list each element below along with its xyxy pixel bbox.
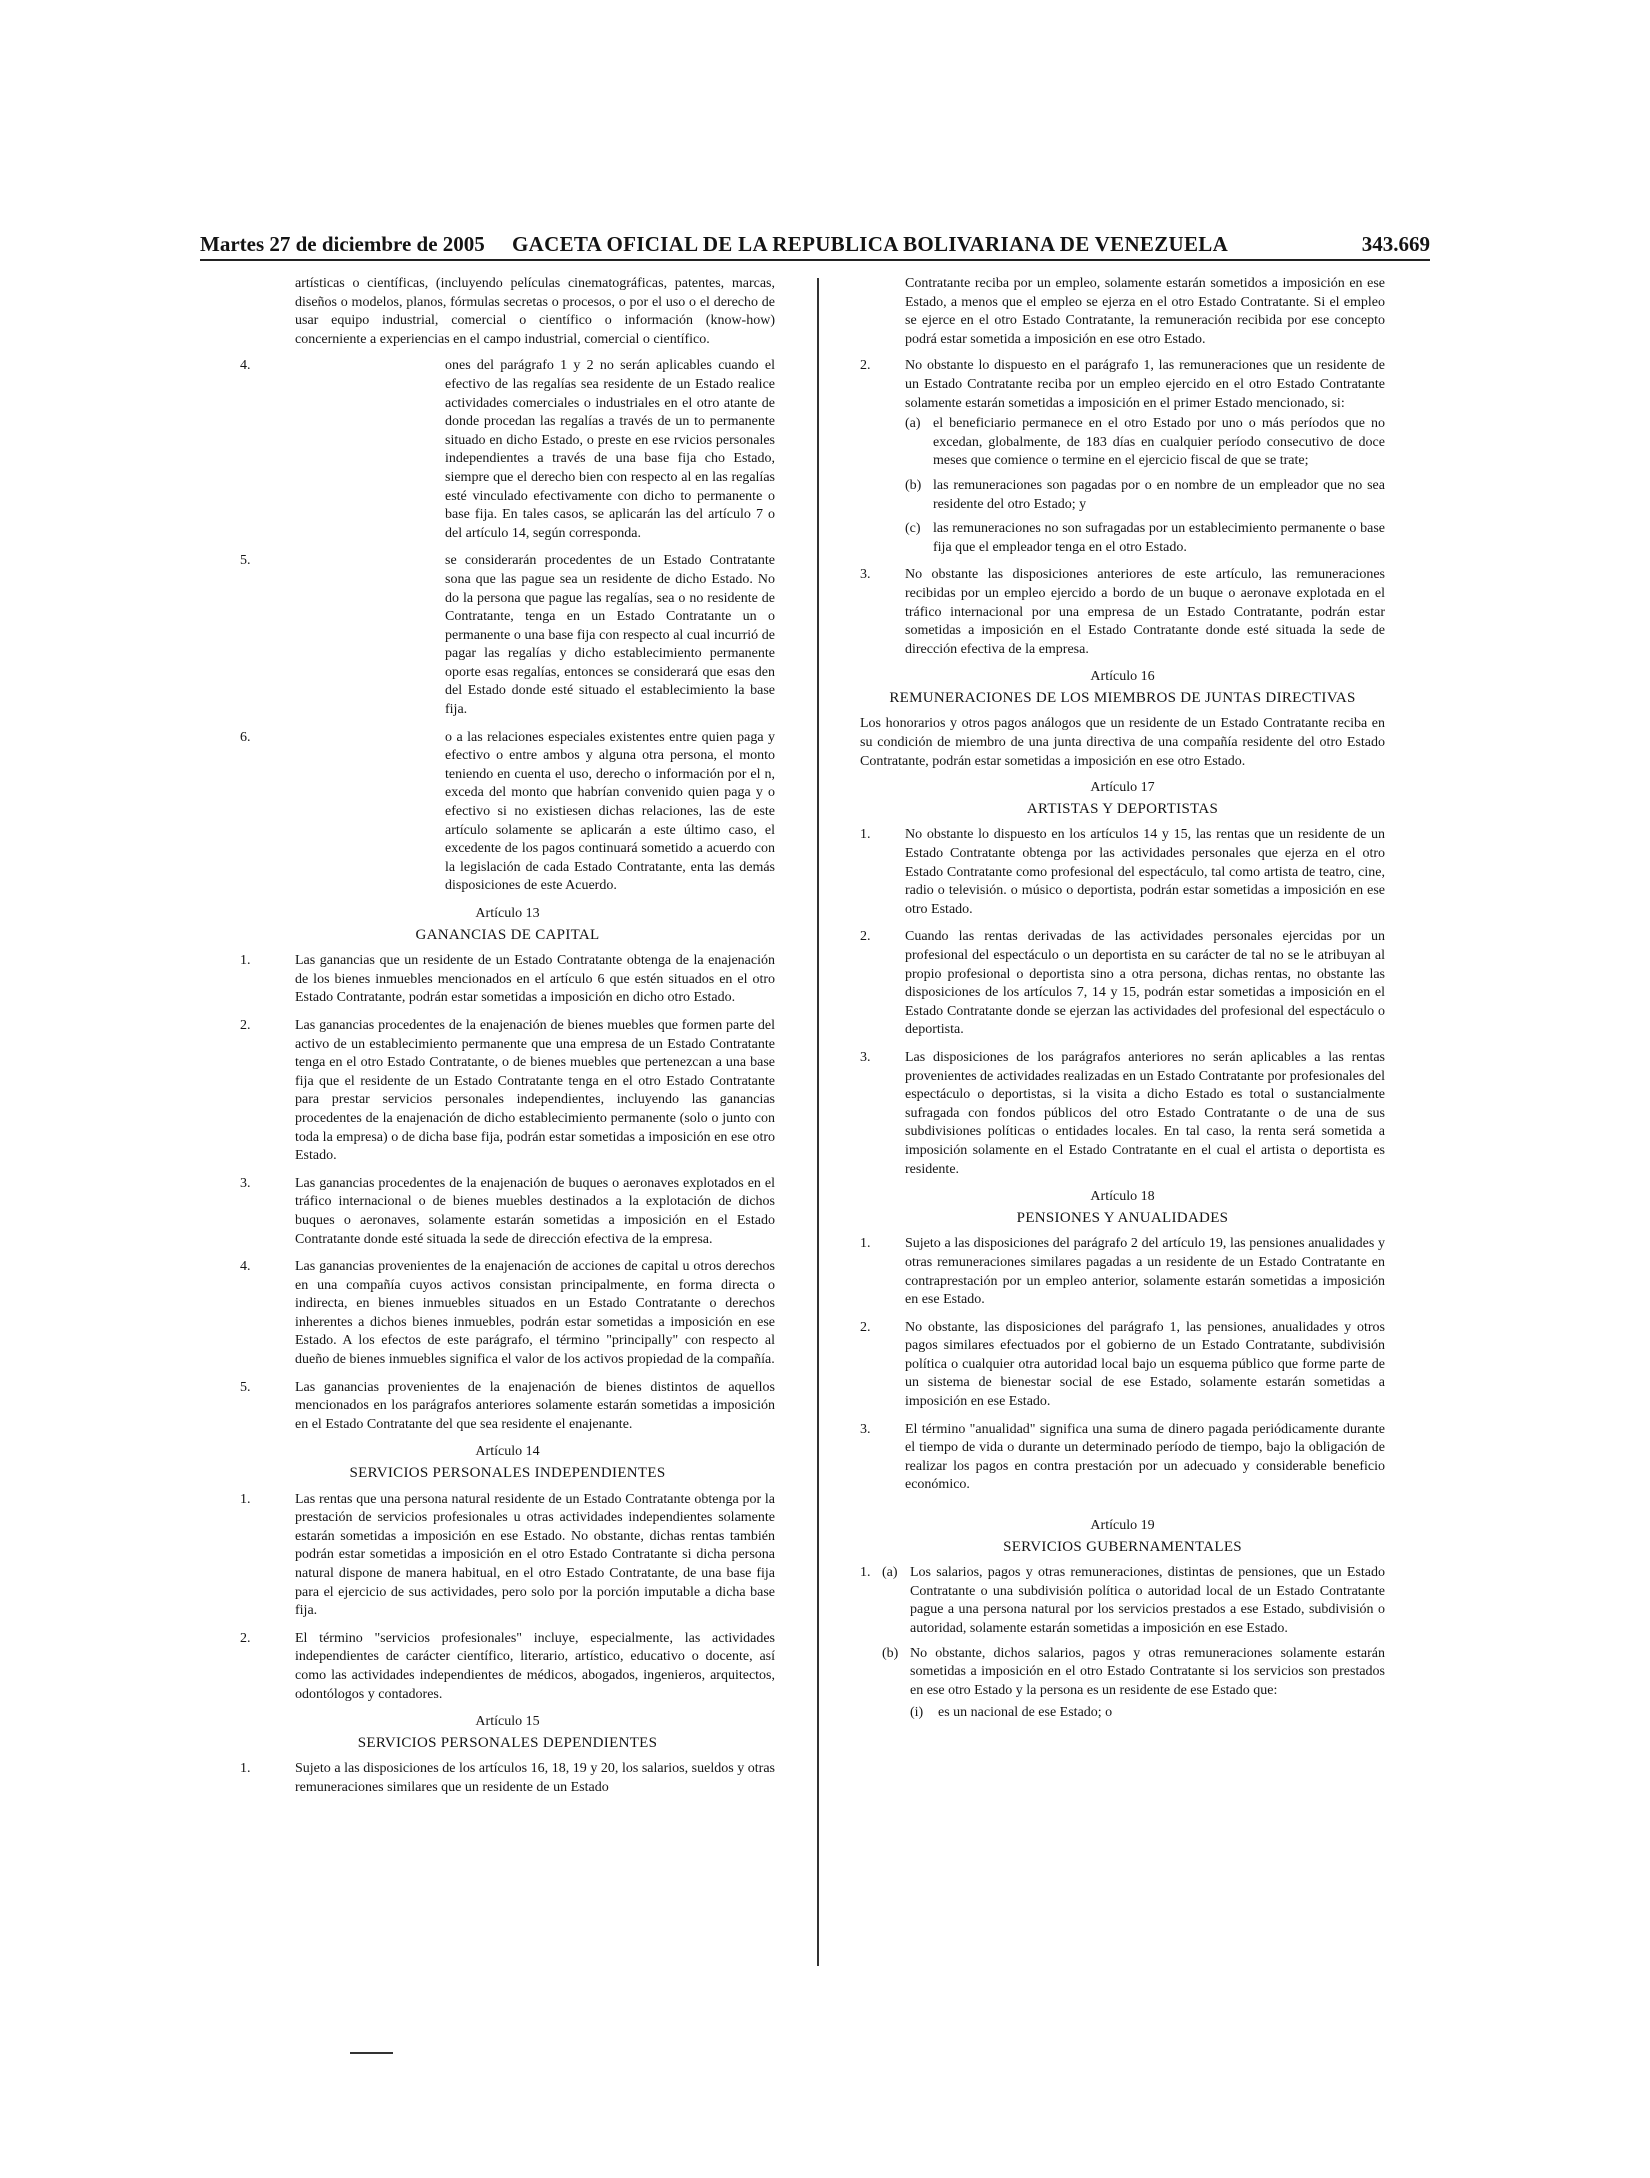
subparagraph-text: No obstante, dichos salarios, pagos y otras remuneraciones solamente estarán sometidas a imposición en el otro Estado Contratante si los servicios son prestados en ese otro Estado y la persona es un residente de ese Estado que:	[910, 1645, 1385, 1698]
subparagraph-label: (a)	[882, 1565, 898, 1581]
paragraph-text: No obstante, las disposiciones del parágrafo 1, las pensiones, anualidades y otros pagos similares efectuados por el gobierno de un Estado Contratante, subdivisión política o cualquier otra autoridad local bajo un esquema público que forme parte de un sistema de bienestar social de ese Estado, solamente estarán sometidas a imposición en ese Estado.	[905, 1319, 1385, 1410]
subparagraph	[905, 415, 1385, 471]
paragraph-number: 1.	[240, 1761, 251, 1777]
article-14-title: SERVICIOS PERSONALES INDEPENDIENTES	[349, 1465, 666, 1482]
paragraph-text: ones del parágrafo 1 y 2 no serán aplicables cuando el efectivo de las regalías sea residente de un Estado realice actividades comerciales o industriales en el otro atante de donde procedan las regalías a través de un to permanente situado en dicho Estado, o preste en ese rvicios personales independientes a través de una base fija cho Estado, siempre que el derecho bien con respecto al en las regalías esté vinculado efectivamente con dicho to permanente o base fija. En tales casos, se aplicarán las del artículo 7 o del artículo 14, según corresponda.	[445, 358, 775, 541]
paragraph-text: Sujeto a las disposiciones del parágrafo 2 del artículo 19, las pensiones anualidades y otras remuneraciones similares pagadas a un residente de un Estado Contratante en contraprestación por un empleo anterior, solamente estarán sometidas a imposición en ese Estado.	[905, 1236, 1385, 1308]
gazette-header	[200, 229, 1430, 261]
paragraph-text: Las rentas que una persona natural residente de un Estado Contratante obtenga por la prestación de servicios profesionales u otras actividades independientes solamente estarán sometidas a imposición en ese Estado. No obstante, dichas rentas también podrán estar sometidas a imposición en el otro Estado Contratante si dicha persona natural dispone de manera habitual, en el otro Estado Contratante, de una base fija para el ejercicio de sus actividades, pero solo por la porción imputable a dicha base fija.	[295, 1491, 775, 1619]
article-18-label: Artículo 18	[1090, 1189, 1155, 1205]
paragraph-text: Las ganancias procedentes de la enajenación de buques o aeronaves explotados en el tráfico internacional o de bienes muebles destinados a la explotación de dichos buques o aeronaves, solamente estarán sometidas a imposición en el Estado Contratante donde esté situada la sede de dirección efectiva de la empresa.	[295, 1175, 775, 1247]
subparagraph-text: las remuneraciones son pagadas por o en nombre de un empleador que no sea residente del otro Estado; y	[933, 477, 1385, 512]
paragraph-text: Las ganancias procedentes de la enajenación de bienes muebles que formen parte del activo de un establecimiento permanente que una empresa de un Estado Contratante tenga en el otro Estado Contratante, o de bienes muebles que pertenezcan a una base fija que el residente de un Estado Contratante tenga en el otro Estado Contratante para prestar servicios personales independientes, incluyendo las ganancias procedentes de la enajenación de dicho establecimiento permanente (solo o junto con toda la empresa) o de dicha base fija, podrán estar sometidas a imposición en ese otro Estado.	[295, 1017, 775, 1164]
paragraph-number: 3.	[240, 1175, 251, 1191]
paragraph-number: 1.	[860, 1236, 871, 1252]
paragraph-number: 6.	[240, 729, 251, 745]
subparagraph	[882, 1645, 1385, 1723]
sub-subparagraph-text: es un nacional de ese Estado; o	[938, 1705, 1113, 1721]
issue-date: Martes 27 de diciembre de 2005	[200, 232, 485, 256]
paragraph-number: 1.	[240, 1491, 251, 1507]
paragraph-text: o a las relaciones especiales existentes entre quien paga y efectivo o entre ambos y alguna otra persona, el monto teniendo en cuenta el uso, derecho o información por el n, exceda del monto que habrían convenido quien paga y o efectivo si no existiesen dichas relaciones, las de este artículo solamente se aplicarán a este último caso, el excedente de los pagos continuará sometido a acuerdo con la legislación de cada Estado Contratante, enta las demás disposiciones de este Acuerdo.	[445, 729, 775, 894]
page-number: 343.669	[1361, 232, 1430, 256]
paragraph-text: Cuando las rentas derivadas de las actividades personales ejercidas por un profesional del espectáculo o un deportista en su carácter de tal no se le atribuyan al propio profesional o deportista sino a otra persona, dichas rentas, no obstante las disposiciones de los artículos 7, 14 y 15, podrán estar sometidas a imposición en el Estado Contratante donde se ejerzan las actividades del profesional del espectáculo o deportista.	[905, 929, 1385, 1038]
article-17-label: Artículo 17	[1090, 780, 1155, 796]
paragraph-5	[240, 552, 775, 719]
subparagraph	[905, 477, 1385, 514]
art18-paragraph	[860, 1235, 1385, 1309]
art18-paragraph	[860, 1319, 1385, 1412]
article-19-title: SERVICIOS GUBERNAMENTALES	[1003, 1538, 1242, 1555]
paragraph-number: 4.	[240, 1259, 251, 1275]
paragraph-number: 1.	[240, 953, 251, 969]
art15-paragraph	[240, 1760, 775, 1797]
art14-paragraph	[240, 1491, 775, 1621]
paragraph-text: No obstante lo dispuesto en el parágrafo 1, las remuneraciones que un residente de un Estado Contratante reciba por un empleo ejercido en el otro Estado Contratante solamente estarán sometidas a imposición en el primer Estado mencionado, si:	[905, 358, 1385, 411]
art13-paragraph	[240, 1175, 775, 1249]
sub-subparagraph	[910, 1704, 1385, 1723]
footer-rule	[350, 2052, 393, 2054]
paragraph-text: Las disposiciones de los parágrafos anteriores no serán aplicables a las rentas provenientes de actividades realizadas en un Estado Contratante por profesionales del espectáculo o deportistas, si la visita a dicho Estado es total o sustancialmente sufragada con fondos públicos del otro Estado Contratante o de una de sus subdivisiones políticas o entidades locales. En tal caso, la renta será sometida a imposición solamente en el Estado Contratante en el cual el artista o deportista es residente.	[905, 1049, 1385, 1177]
article-16-label: Artículo 16	[1090, 669, 1155, 685]
art13-paragraph	[240, 1379, 775, 1435]
paragraph-number: 2.	[240, 1017, 251, 1033]
paragraph-text: Las ganancias provenientes de la enajenación de acciones de capital u otros derechos en una compañía cuyos activos consistan principalmente, en forma directa o indirecta, en bienes inmuebles situados en un Estado Contratante o derechos inherentes a dichos bienes inmuebles, podrán estar sometidas a imposición en ese Estado. A los efectos de este parágrafo, el término "principally" con respecto al dueño de bienes inmuebles significa el valor de los activos propiedad de la compañía.	[295, 1259, 775, 1368]
subparagraph	[882, 1564, 1385, 1638]
paragraph-text: Sujeto a las disposiciones de los artículos 16, 18, 19 y 20, los salarios, sueldos y otras remuneraciones similares que un residente de un Estado	[295, 1761, 775, 1795]
art13-paragraph	[240, 952, 775, 1008]
paragraph-text: Las ganancias provenientes de la enajenación de bienes distintos de aquellos mencionados en los parágrafos anteriores solamente estarán sometidas a imposición en el Estado Contratante del que sea residente el enajenante.	[295, 1379, 775, 1432]
paragraph-3	[860, 566, 1385, 659]
paragraph-text: Las ganancias que un residente de un Estado Contratante obtenga de la enajenación de los bienes inmuebles mencionados en el artículo 6 que estén situados en el otro Estado Contratante, podrán estar sometidas a imposición en dicho otro Estado.	[295, 953, 775, 1006]
paragraph-number: 2.	[860, 1319, 871, 1335]
art13-paragraph	[240, 1258, 775, 1370]
subparagraph-label: (b)	[882, 1645, 899, 1661]
subparagraph-text: Los salarios, pagos y otras remuneraciones, distintas de pensiones, que un Estado Contratante o una subdivisión política o autoridad local de un Estado Contratante pague a una persona natural por los servicios prestados a ese Estado, subdivisión o autoridad, solamente estarán sometidas a imposición en ese Estado.	[910, 1565, 1385, 1636]
subparagraph-label: (b)	[905, 477, 922, 493]
article-18-title: PENSIONES Y ANUALIDADES	[1016, 1209, 1229, 1226]
column-divider	[817, 278, 819, 1966]
paragraph-number: 5.	[240, 553, 251, 569]
paragraph-number: 2.	[240, 1630, 251, 1646]
article-15-title: SERVICIOS PERSONALES DEPENDIENTES	[357, 1734, 658, 1751]
art19-paragraph	[860, 1564, 1385, 1723]
paragraph-number: 3.	[860, 1049, 871, 1065]
art17-paragraph	[860, 826, 1385, 919]
paragraph-number: 3.	[860, 567, 871, 583]
paragraph-number: 2.	[860, 929, 871, 945]
article-15-label: Artículo 15	[475, 1714, 540, 1730]
article-16-title: REMUNERACIONES DE LOS MIEMBROS DE JUNTAS DIRECTIVAS	[889, 689, 1356, 706]
paragraph-number: 4.	[240, 358, 251, 374]
art18-paragraph	[860, 1421, 1385, 1495]
art13-paragraph	[240, 1017, 775, 1166]
subparagraph-label: (c)	[905, 521, 921, 537]
subparagraph-text: las remuneraciones no son sufragadas por un establecimiento permanente o base fija que el empleador tenga en el otro Estado.	[933, 521, 1385, 555]
sub-subparagraph-label: (i)	[910, 1705, 924, 1721]
paragraph-text: El término "servicios profesionales" incluye, especialmente, las actividades independientes de carácter científico, literario, artístico, educativo o docente, así como las actividades independientes de médicos, abogados, ingenieros, arquitectos, odontólogos y contadores.	[295, 1630, 775, 1702]
subparagraph	[905, 520, 1385, 557]
article-14-label: Artículo 14	[475, 1444, 540, 1460]
continued-paragraph: artísticas o científicas, (incluyendo películas cinematográficas, patentes, marcas, diseños o modelos, planos, fórmulas secretas o procesos, o por el uso o el derecho de usar equipo industrial, comercial o científico o información (know-how) concerniente a experiencias en el campo industrial, comercial o científico.	[295, 276, 775, 347]
paragraph-text: No obstante lo dispuesto en los artículos 14 y 15, las rentas que un residente de un Estado Contratante obtenga por las actividades personales que ejerza en el otro Estado Contratante como profesional del espectáculo, tal como artista de teatro, cine, radio o televisión. o músico o deportista, podrán estar sometidas a imposición en ese otro Estado.	[905, 827, 1385, 917]
paragraph-4	[240, 357, 775, 543]
paragraph-text: No obstante las disposiciones anteriores de este artículo, las remuneraciones recibidas por un empleo ejercido a bordo de un buque o aeronave explotada en el tráfico internacional por una empresa de un Estado Contratante, podrán estar sometidas a imposición en el Estado Contratante donde esté situada la sede de dirección efectiva de la empresa.	[905, 567, 1385, 657]
paragraph-number: 1.	[860, 1565, 871, 1581]
paragraph-number: 1.	[860, 827, 871, 843]
paragraph-number: 3.	[860, 1421, 871, 1437]
article-13-label: Artículo 13	[475, 906, 540, 921]
article-17-title: ARTISTAS Y DEPORTISTAS	[1026, 800, 1219, 817]
article-16-text: Los honorarios y otros pagos análogos que un residente de un Estado Contratante reciba en su condición de miembro de una junta directiva de una compañía residente del otro Estado Contratante, podrán estar sometidas a imposición en ese otro Estado.	[860, 716, 1385, 769]
paragraph-2	[860, 357, 1385, 557]
art14-paragraph	[240, 1630, 775, 1704]
subparagraph-text: el beneficiario permanece en el otro Estado por uno o más períodos que no excedan, globalmente, de 183 días en cualquier período consecutivo de doce meses que comience o termine en el ejercicio fiscal de que se trate;	[933, 416, 1385, 469]
art17-paragraph	[860, 1049, 1385, 1179]
right-column	[860, 275, 1385, 1732]
paragraph-number: 2.	[860, 358, 871, 374]
paragraph-6	[240, 729, 775, 896]
article-19-label: Artículo 19	[1090, 1518, 1155, 1534]
continued-paragraph: Contratante reciba por un empleo, solamente estarán sometidos a imposición en ese Estado, a menos que el empleo se ejerza en el otro Estado Contratante. Si el empleo se ejerce en el otro Estado Contratante, la remuneración recibida por ese concepto podrá estar sometida a imposición en ese otro Estado.	[905, 276, 1385, 347]
paragraph-text: se considerarán procedentes de un Estado Contratante sona que las pague sea un residente de dicho Estado. No do la persona que pague las regalías, sea o no residente de Contratante, tenga en un Estado Contratante un o permanente o una base fija con respecto al cual incurrió de pagar las regalías y dicho establecimiento permanente oporte esas regalías, entonces se considerará que esas den del Estado donde esté situado el establecimiento la base fija.	[445, 553, 775, 718]
paragraph-number: 5.	[240, 1379, 251, 1395]
paragraph-text: El término "anualidad" significa una suma de dinero pagada periódicamente durante el tiempo de vida o durante un determinado período de tiempo, bajo la obligación de realizar los pagos en contra prestación por un adecuado y considerable beneficio económico.	[905, 1421, 1385, 1493]
gazette-title: GACETA OFICIAL DE LA REPUBLICA BOLIVARIANA DE VENEZUELA	[512, 232, 1229, 256]
article-13-title: GANANCIAS DE CAPITAL	[415, 926, 600, 943]
subparagraph-label: (a)	[905, 416, 921, 432]
left-column	[240, 275, 775, 1807]
art17-paragraph	[860, 928, 1385, 1040]
